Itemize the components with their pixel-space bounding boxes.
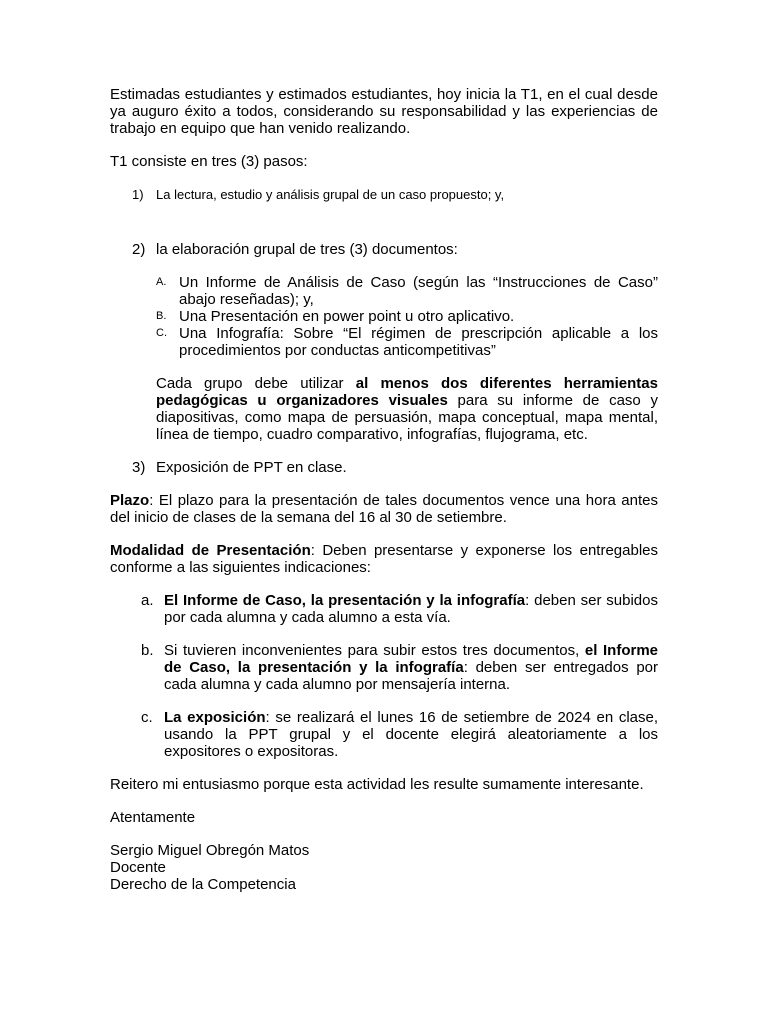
modalidad-paragraph	[110, 542, 658, 576]
indicacion-a-letter: a.	[141, 592, 154, 609]
step-2	[110, 241, 658, 258]
step-1-text: La lectura, estudio y análisis grupal de un caso propuesto; y,	[156, 187, 505, 202]
signature-block	[110, 842, 658, 893]
indicacion-b	[110, 642, 658, 693]
signature-role: Docente	[110, 859, 166, 876]
tools-text-before: Cada grupo debe utilizar	[156, 375, 356, 392]
plazo-label: Plazo	[110, 492, 150, 509]
plazo-text: : El plazo para la presentación de tales documentos vence una hora antes del inicio de clases de la semana del 16 al 30 de setiembre.	[110, 492, 658, 526]
step-3-number: 3)	[132, 459, 146, 476]
closing-paragraph: Reitero mi entusiasmo porque esta actividad les resulte sumamente interesante.	[110, 776, 644, 793]
indicacion-b-bold: el Informe de Caso, la presentación y la infografía	[164, 642, 658, 676]
modalidad-text: : Deben presentarse y exponerse los entregables conforme a las siguientes indicaciones:	[110, 542, 658, 576]
salutation: Atentamente	[110, 809, 196, 826]
indicacion-b-letter: b.	[141, 642, 154, 659]
intro-paragraph: Estimadas estudiantes y estimados estudiantes, hoy inicia la T1, en el cual desde ya auguro éxito a todos, considerando su responsabilidad y las experiencias de trabajo en equipo que han venido realizando.	[110, 86, 658, 137]
indicacion-a-text: : deben ser subidos por cada alumna y cada alumno a esta vía.	[164, 592, 658, 626]
tools-bold-text: al menos dos diferentes herramientas pedagógicas u organizadores visuales	[156, 375, 658, 409]
document-item-a-text: Un Informe de Análisis de Caso (según las “Instrucciones de Caso” abajo reseñadas); y,	[179, 274, 658, 308]
document-item-a	[110, 274, 658, 308]
indicacion-a-bold: El Informe de Caso, la presentación y la infografía	[164, 592, 526, 609]
step-2-text: la elaboración grupal de tres (3) documentos:	[156, 241, 458, 258]
indicacion-b-pre: Si tuvieren inconvenientes para subir estos tres documentos,	[164, 642, 585, 659]
signature-name: Sergio Miguel Obregón Matos	[110, 842, 310, 859]
plazo-paragraph	[110, 492, 658, 526]
indicacion-c-text: : se realizará el lunes 16 de setiembre de 2024 en clase, usando la PPT grupal y el docente elegirá aleatoriamente a los expositores o expositoras.	[164, 709, 659, 760]
step-3-text: Exposición de PPT en clase.	[156, 459, 347, 476]
document-item-c	[110, 325, 658, 359]
step-1-number: 1)	[132, 187, 144, 202]
steps-intro: T1 consiste en tres (3) pasos:	[110, 153, 308, 170]
document-item-a-letter: A.	[156, 276, 167, 288]
document-page	[110, 86, 658, 893]
tools-paragraph	[156, 375, 658, 443]
indicacion-c-bold: La exposición	[164, 709, 266, 726]
indicacion-c	[110, 709, 658, 760]
document-item-c-letter: C.	[156, 327, 167, 339]
document-item-b-letter: B.	[156, 310, 167, 322]
document-item-b	[110, 308, 658, 325]
indicacion-b-text: : deben ser entregados por cada alumna y cada alumno por mensajería interna.	[164, 659, 658, 693]
document-item-c-text: Una Infografía: Sobre “El régimen de prescripción aplicable a los procedimientos por conductas anticompetitivas”	[179, 325, 658, 359]
signature-course: Derecho de la Competencia	[110, 876, 296, 893]
document-item-b-text: Una Presentación en power point u otro aplicativo.	[179, 308, 515, 325]
documents-list	[110, 274, 658, 359]
indicacion-c-letter: c.	[141, 709, 153, 726]
tools-text-after: para su informe de caso y diapositivas, como mapa de persuasión, mapa conceptual, mapa mental, línea de tiempo, cuadro comparativo, infografías, flujograma, etc.	[156, 392, 658, 443]
indicacion-a	[110, 592, 658, 626]
step-2-number: 2)	[132, 241, 146, 258]
step-1	[110, 186, 658, 203]
step-3	[110, 459, 658, 476]
modalidad-label: Modalidad de Presentación	[110, 542, 311, 559]
